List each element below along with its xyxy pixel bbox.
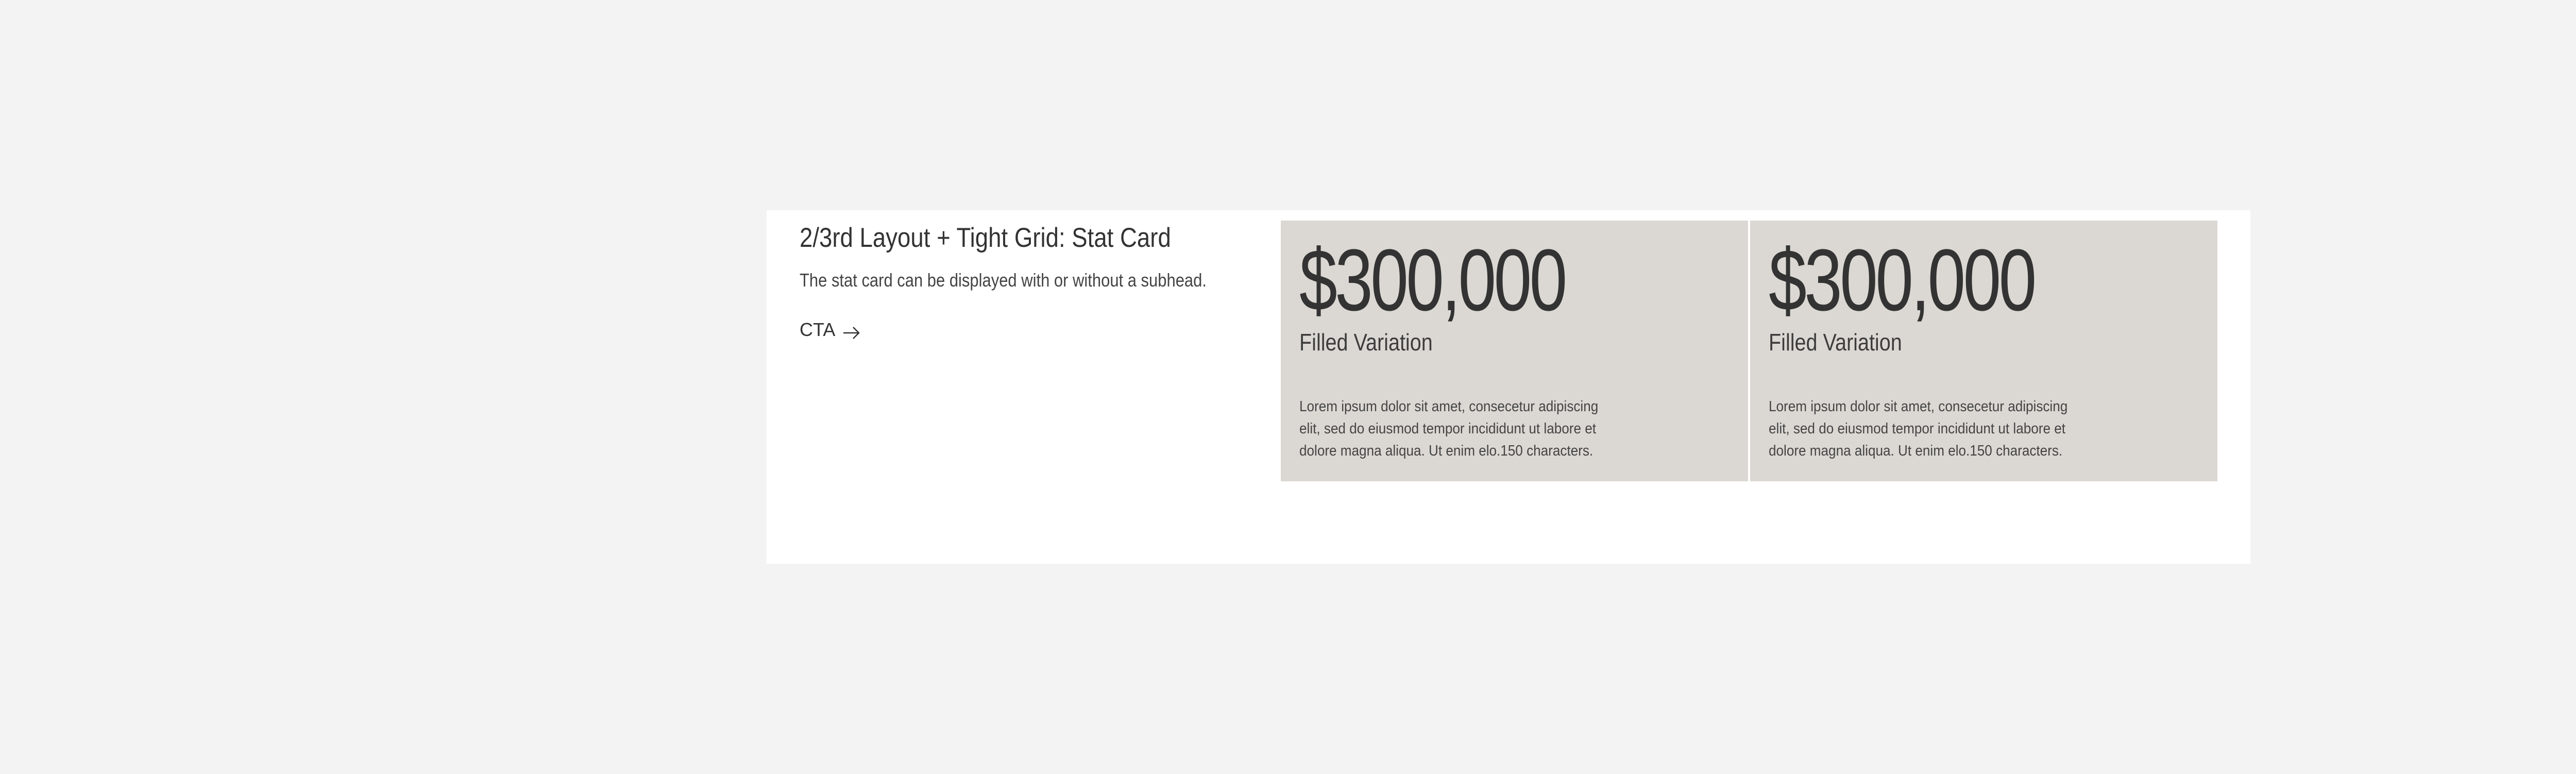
stat-label: Filled Variation (1299, 329, 1433, 356)
stat-card (1281, 221, 1748, 481)
stat-value: $300,000 (1769, 231, 2035, 329)
cta-label: CTA (800, 319, 836, 340)
intro-section (800, 222, 1253, 341)
stat-card (1750, 221, 2217, 481)
stat-label: Filled Variation (1769, 329, 1902, 356)
stat-card-grid (1281, 221, 2217, 481)
stat-value: $300,000 (1299, 231, 1565, 329)
stat-card-panel (767, 210, 2250, 564)
section-title: 2/3rd Layout + Tight Grid: Stat Card (800, 223, 1171, 253)
arrow-right-icon (842, 323, 861, 337)
cta-link[interactable] (800, 318, 861, 341)
section-subhead: The stat card can be displayed with or without a subhead. (800, 270, 1207, 291)
stat-description: Lorem ipsum dolor sit amet, consecetur adipiscing elit, sed do eiusmod tempor incididunt ut labore et dolore magna aliqua. Ut enim elo.150 characters. (1299, 398, 1599, 459)
stat-description: Lorem ipsum dolor sit amet, consecetur adipiscing elit, sed do eiusmod tempor incididunt ut labore et dolore magna aliqua. Ut enim elo.150 characters. (1769, 398, 2068, 459)
